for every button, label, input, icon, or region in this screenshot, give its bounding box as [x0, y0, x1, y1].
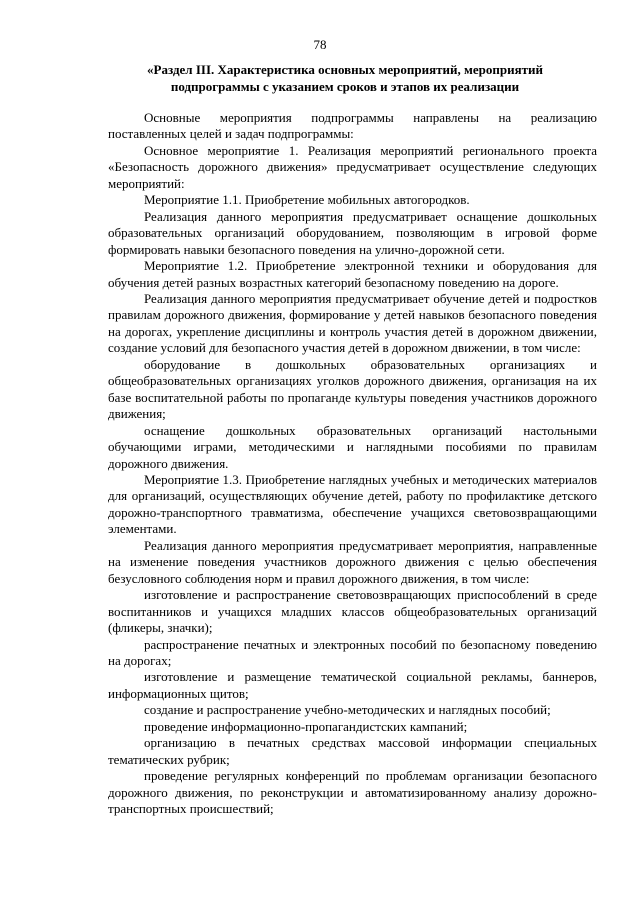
paragraph: оснащение дошкольных образовательных организаций настольными обучающими играми, методическими и наглядными пособиями по правилам дорожного движения.	[108, 422, 597, 471]
paragraph: изготовление и распространение световозвращающих приспособлений в среде воспитанников и учащихся младших классов общеобразовательных организаций (фликеры, значки);	[108, 587, 597, 636]
paragraph: Реализация данного мероприятия предусматривает мероприятия, направленные на изменение поведения участников дорожного движения с целью обеспечения безусловного соблюдения норм и правил дорожного движения, в том числе:	[108, 537, 597, 586]
page-number: 78	[313, 37, 327, 52]
paragraph: распространение печатных и электронных пособий по безопасному поведению на дорогах;	[108, 636, 597, 668]
paragraph: оборудование в дошкольных образовательных организациях и общеобразовательных организациях уголков дорожного движения, организация на их базе воспитательной работы по пропаганде культуры поведения участников дорожного движения;	[108, 356, 597, 422]
paragraph: Реализация данного мероприятия предусматривает оснащение дошкольных образовательных организаций оборудованием, позволяющим в игровой форме формировать навыки безопасного поведения на улично-дорожной сети.	[108, 208, 597, 257]
paragraph: Мероприятие 1.1. Приобретение мобильных автогородков.	[144, 192, 470, 208]
section-title-line-1: «Раздел III. Характеристика основных мероприятий, мероприятий	[147, 62, 543, 77]
paragraph: Основное мероприятие 1. Реализация мероприятий регионального проекта «Безопасность дорожного движения» предусматривает осуществление следующих мероприятий:	[108, 142, 597, 191]
body-text	[108, 110, 597, 817]
paragraph: Реализация данного мероприятия предусматривает обучение детей и подростков правилам дорожного движения, формирование у детей навыков безопасного поведения на дорогах, укрепление дисциплины и контроль участия детей в дорожном движении, создание условий для безопасного участия детей в дорожном движении, в том числе:	[108, 290, 597, 356]
paragraph: изготовление и размещение тематической социальной рекламы, баннеров, информационных щитов;	[108, 669, 597, 701]
paragraph: Мероприятие 1.2. Приобретение электронной техники и оборудования для обучения детей разных возрастных категорий безопасному поведению на дороге.	[108, 258, 597, 290]
paragraph: Основные мероприятия подпрограммы направлены на реализацию поставленных целей и задач подпрограммы:	[108, 110, 597, 142]
paragraph: организацию в печатных средствах массовой информации специальных тематических рубрик;	[108, 735, 597, 767]
paragraph: проведение регулярных конференций по проблемам организации безопасного дорожного движения, по реконструкции и автоматизированному анализу дорожно-транспортных происшествий;	[108, 768, 597, 817]
paragraph: проведение информационно-пропагандистских кампаний;	[144, 718, 468, 734]
section-title	[108, 62, 582, 95]
paragraph: создание и распространение учебно-методических и наглядных пособий;	[144, 702, 551, 718]
paragraph: Мероприятие 1.3. Приобретение наглядных учебных и методических материалов для организаций, осуществляющих обучение детей, работу по профилактике детского дорожно-транспортного травматизма, обеспечение учащихся световозвращающими элементами.	[108, 471, 597, 537]
section-title-line-2: подпрограммы с указанием сроков и этапов их реализации	[170, 78, 520, 94]
